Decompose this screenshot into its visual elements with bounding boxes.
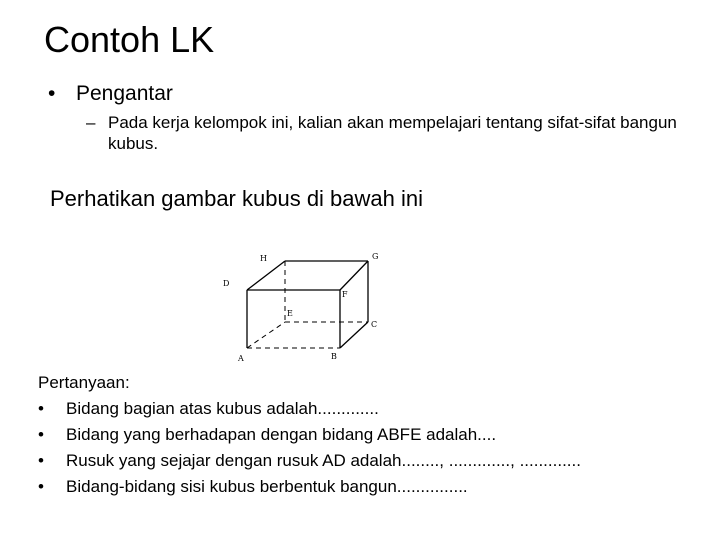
question-text: Rusuk yang sejajar dengan rusuk AD adalah........, ............., .............	[66, 451, 581, 470]
question-item	[38, 396, 698, 422]
question-text: Bidang yang berhadapan dengan bidang ABFE adalah....	[66, 425, 497, 444]
dash-mark: –	[86, 113, 96, 132]
sub-bullet-text: Pada kerja kelompok ini, kalian akan mempelajari tentang sifat-sifat bangun kubus.	[108, 113, 677, 153]
bullet-mark: •	[38, 451, 44, 470]
vertex-label-B: B	[331, 352, 337, 361]
edge-FG	[340, 261, 368, 290]
edge-BC	[340, 322, 368, 348]
bullet-mark: •	[38, 399, 44, 418]
bullet-mark: •	[38, 425, 44, 444]
question-item	[38, 474, 698, 500]
edge-AE-hidden	[247, 322, 285, 348]
questions-title: Pertanyaan:	[38, 373, 130, 392]
question-text: Bidang-bidang sisi kubus berbentuk bangun...............	[66, 477, 468, 496]
question-text: Bidang bagian atas kubus adalah.............	[66, 399, 379, 418]
instruction-text: Perhatikan gambar kubus di bawah ini	[50, 186, 424, 211]
slide-title: Contoh LK	[44, 19, 215, 60]
question-item	[38, 448, 698, 474]
bullet-item	[48, 80, 173, 108]
cube-diagram	[220, 244, 400, 364]
vertex-label-C: C	[371, 320, 378, 329]
vertex-label-E: E	[287, 309, 293, 318]
questions-block	[38, 370, 698, 500]
sub-bullet-item	[86, 112, 686, 154]
cube-figure	[220, 244, 400, 364]
vertex-label-F: F	[342, 290, 348, 299]
vertex-label-H: H	[260, 254, 267, 263]
question-item	[38, 422, 698, 448]
bullet-text: Pengantar	[76, 82, 173, 105]
bullet-mark: •	[38, 477, 44, 496]
vertex-label-G: G	[372, 252, 379, 261]
bullet-mark: •	[48, 82, 56, 105]
vertex-label-A: A	[238, 354, 244, 363]
edge-DH	[247, 261, 285, 290]
vertex-label-D: D	[223, 279, 230, 288]
